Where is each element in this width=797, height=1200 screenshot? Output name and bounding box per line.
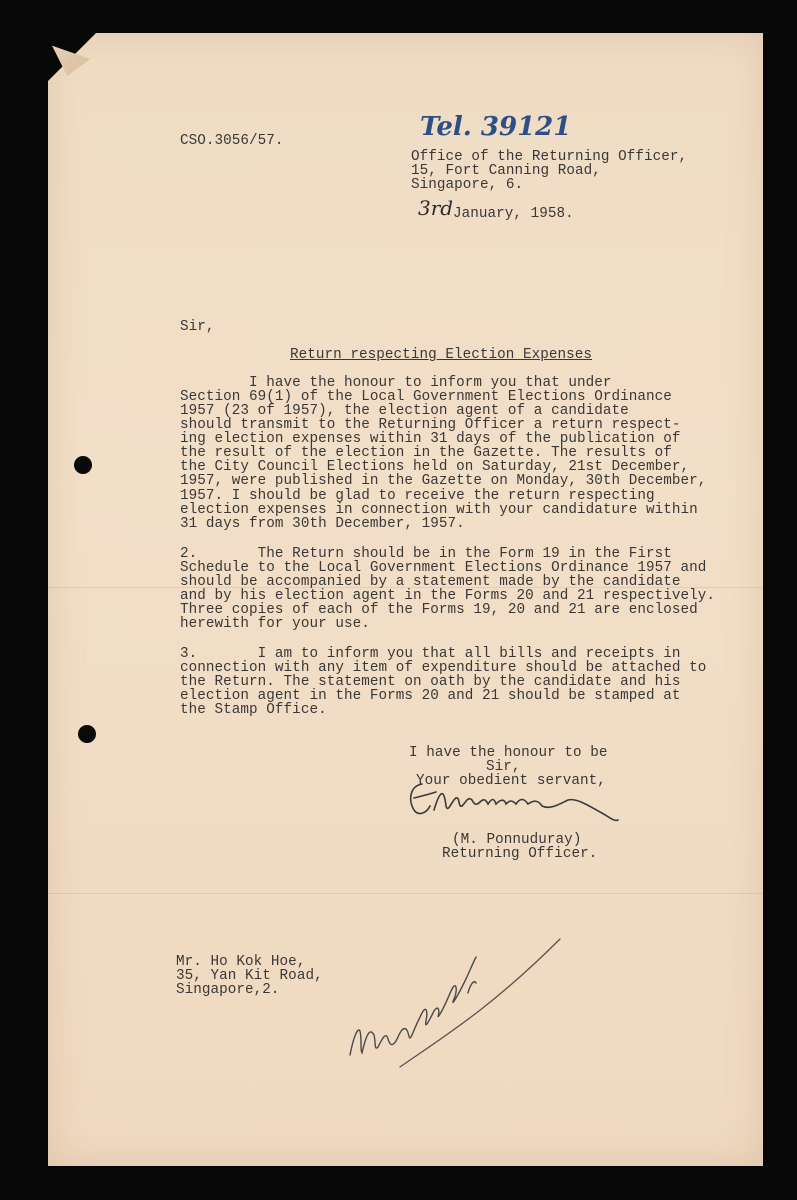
letter-date: January, 1958. [453,206,574,222]
closing-line: I have the honour to be [409,745,608,761]
closing-line: Sir, [486,759,521,775]
signature-ponnuduray [400,770,630,830]
punch-hole [78,725,96,743]
body-line: 3. I am to inform you that all bills and receipts in [180,646,681,662]
body-line: 1957. I should be glad to receive the return respecting [180,488,655,504]
paper-fold-crease [48,893,763,894]
address-line: Office of the Returning Officer, [411,149,688,165]
body-line: and by his election agent in the Forms 20 and 21 respectively. [180,588,716,604]
recipient-line: Mr. Ho Kok Hoe, [176,954,306,970]
pencil-annotation [340,935,580,1075]
reference-number: CSO.3056/57. [180,133,284,149]
body-line: 2. The Return should be in the Form 19 in the First [180,546,672,562]
body-line: Three copies of each of the Forms 19, 20 and 21 are enclosed [180,602,698,618]
signatory-title: Returning Officer. [442,846,598,862]
body-line: I have the honour to inform you that under [180,375,612,391]
body-line: connection with any item of expenditure should be attached to [180,660,707,676]
address-line: 15, Fort Canning Road, [411,163,601,179]
body-line: the result of the election in the Gazette. The results of [180,445,672,461]
body-line: the City Council Elections held on Saturday, 21st December, [180,459,690,475]
recipient-line: Singapore,2. [176,982,280,998]
recipient-line: 35, Yan Kit Road, [176,968,323,984]
handwritten-date-day: 3rd [418,196,454,220]
body-line: ing election expenses within 31 days of the publication of [180,431,681,447]
address-line: Singapore, 6. [411,177,524,193]
body-line: election agent in the Forms 20 and 21 should be stamped at [180,688,681,704]
signatory-name: (M. Ponnuduray) [452,832,582,848]
body-line: should be accompanied by a statement made by the candidate [180,574,681,590]
salutation: Sir, [180,319,215,335]
handwritten-phone: Tel. 39121 [420,112,572,142]
body-line: 31 days from 30th December, 1957. [180,516,465,532]
body-line: 1957 (23 of 1957), the election agent of a candidate [180,403,629,419]
punch-hole [74,456,92,474]
body-line: Section 69(1) of the Local Government Elections Ordinance [180,389,672,405]
letter-subject: Return respecting Election Expenses [290,347,593,363]
body-line: herewith for your use. [180,616,370,632]
body-line: election expenses in connection with your candidature within [180,502,698,518]
body-line: Schedule to the Local Government Elections Ordinance 1957 and [180,560,707,576]
body-line: the Stamp Office. [180,702,327,718]
body-line: the Return. The statement on oath by the candidate and his [180,674,681,690]
body-line: 1957, were published in the Gazette on Monday, 30th December, [180,473,707,489]
body-line: should transmit to the Returning Officer a return respect- [180,417,681,433]
closing-line: Your obedient servant, [416,773,606,789]
